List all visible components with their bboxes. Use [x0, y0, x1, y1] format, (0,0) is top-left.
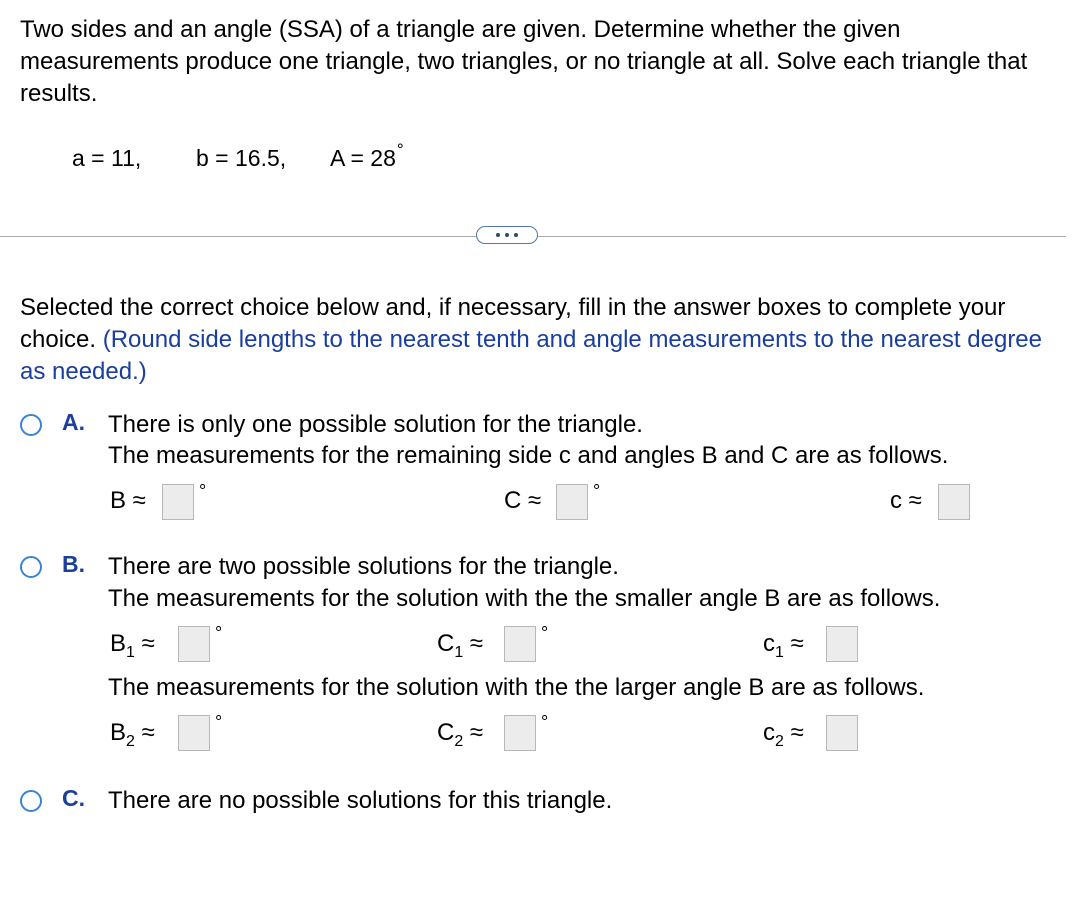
- choice-b-c1-input[interactable]: [826, 626, 858, 662]
- choice-b-B1-input[interactable]: [178, 626, 210, 662]
- show-more-button[interactable]: [476, 226, 538, 244]
- choice-b-letter: B.: [62, 551, 85, 577]
- choice-a-c-input[interactable]: [938, 484, 970, 520]
- instructions-main: Selected the correct choice below and, if necessary, fill in the answer boxes to complete your choice.: [20, 294, 1006, 353]
- choice-b-c1-label: $c_1$ ≈: [763, 630, 804, 661]
- choice-a-line1: There is only one possible solution for the triangle.: [108, 411, 643, 438]
- choice-a-B-label: B ≈: [110, 487, 146, 514]
- dot-icon: [496, 233, 500, 237]
- choice-a-radio[interactable]: [20, 414, 42, 436]
- choice-a-B-degree: °: [199, 481, 207, 501]
- choice-c-letter: C.: [62, 785, 85, 811]
- choice-b-line2: The measurements for the solution with the the smaller angle B are as follows.: [108, 585, 941, 612]
- choice-a-letter: A.: [62, 409, 85, 435]
- choice-b-C2-degree: °: [541, 712, 549, 732]
- choice-a-c-label: c ≈: [890, 487, 922, 514]
- instructions: [20, 292, 1060, 388]
- given-side-b: b = 16.5,: [196, 145, 287, 171]
- choice-b-line3: The measurements for the solution with the the larger angle B are as follows.: [108, 674, 925, 701]
- choice-c-radio[interactable]: [20, 790, 42, 812]
- choice-a-line2: The measurements for the remaining side c and angles B and C are as follows.: [108, 442, 949, 469]
- choice-b-radio[interactable]: [20, 556, 42, 578]
- choice-a-C-degree: °: [593, 481, 601, 501]
- dot-icon: [505, 233, 509, 237]
- choice-b-c2-label: $c_2$ ≈: [763, 719, 804, 750]
- choice-c-line1: There are no possible solutions for this triangle.: [108, 787, 613, 814]
- choice-b-C2-input[interactable]: [504, 715, 536, 751]
- choice-a-C-input[interactable]: [556, 484, 588, 520]
- choice-b-C1-label: $C_1$ ≈: [437, 630, 484, 661]
- choice-b-B1-label: $B_1$ ≈: [110, 630, 155, 661]
- given-angle-A: A = 28°: [330, 140, 404, 171]
- choice-a-B-input[interactable]: [162, 484, 194, 520]
- instructions-rounding: (Round side lengths to the nearest tenth and angle measurements to the nearest degree as needed.): [20, 326, 1042, 385]
- choice-b-c2-input[interactable]: [826, 715, 858, 751]
- choice-b-C2-label: $C_2$ ≈: [437, 719, 484, 750]
- choice-b-B2-label: $B_2$ ≈: [110, 719, 155, 750]
- dot-icon: [514, 233, 518, 237]
- choice-b-C1-degree: °: [541, 623, 549, 643]
- given-side-a: a = 11,: [72, 145, 142, 171]
- choice-b-line1: There are two possible solutions for the triangle.: [108, 553, 619, 580]
- question-text: Two sides and an angle (SSA) of a triangle are given. Determine whether the given measurements produce one triangle, two triangles, or no triangle at all. Solve each triangle that results.: [20, 16, 1028, 107]
- choice-b-B1-degree: °: [215, 623, 223, 643]
- choice-b-B2-input[interactable]: [178, 715, 210, 751]
- choice-b-C1-input[interactable]: [504, 626, 536, 662]
- choice-a-C-label: C ≈: [504, 487, 542, 514]
- choice-b-B2-degree: °: [215, 712, 223, 732]
